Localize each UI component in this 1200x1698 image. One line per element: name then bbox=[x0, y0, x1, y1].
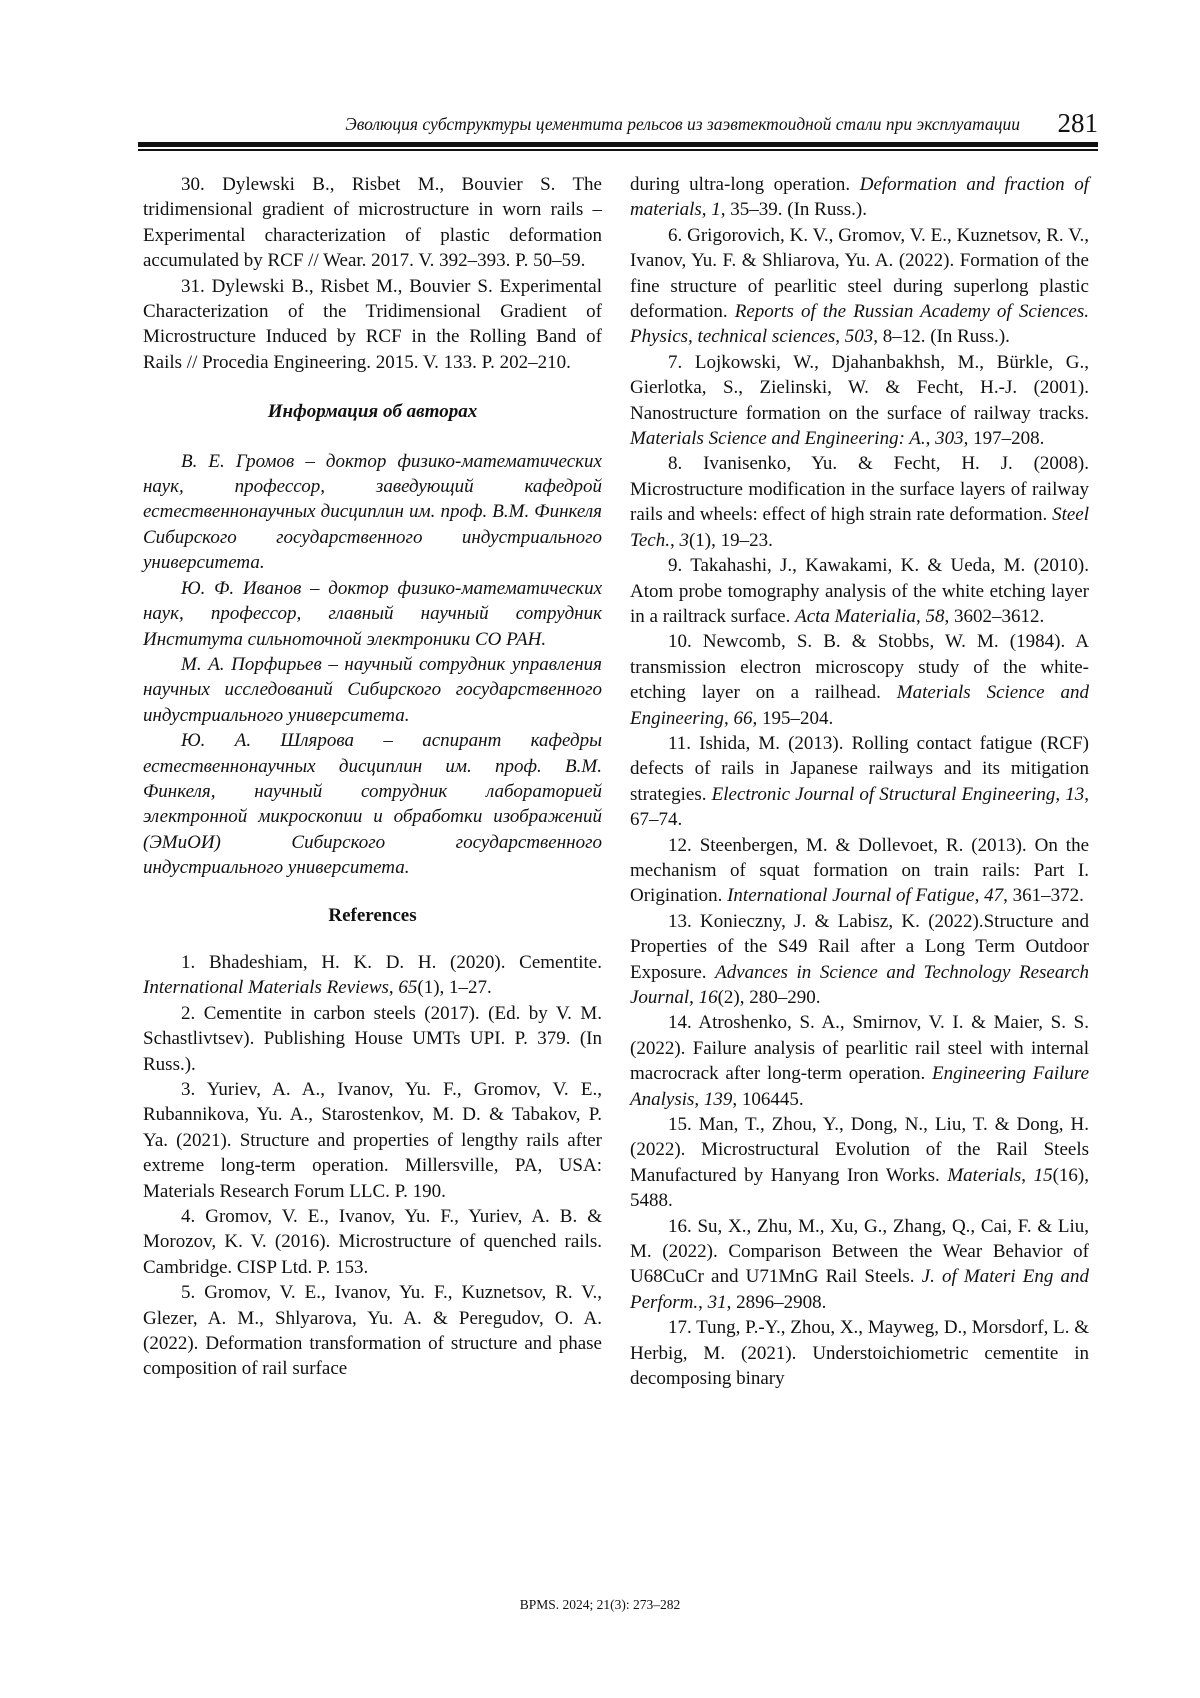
reference-item-continued: during ultra-long operation. Deformation and fraction of materials, 1, 35–39. (In Russ.). bbox=[630, 174, 1089, 221]
references-heading: References bbox=[328, 904, 417, 926]
reference-item: 8. Ivanisenko, Yu. & Fecht, H. J. (2008). Microstructure modification in the surface layers of railway rails and wheels: effect of high strain rate deformation. Steel Tech., 3(1), 19–23. bbox=[630, 453, 1089, 551]
reference-item: 14. Atroshenko, S. A., Smirnov, V. I. & Maier, S. S. (2022). Failure analysis of pearlitic rail steel with internal macrocrack after long-term operation. Engineering Failure Analysis, 139, 106445. bbox=[630, 1012, 1090, 1110]
reference-item: 2. Cementite in carbon steels (2017). (Ed. by V. M. Schastlivtsev). Publishing House UMTs UPI. P. 379. (In Russ.). bbox=[143, 1002, 602, 1075]
running-header bbox=[138, 110, 1098, 146]
reference-item: 10. Newcomb, S. B. & Stobbs, W. M. (1984). A transmission electron microscopy study of the white-etching layer on a railhead. Materials Science and Engineering, 66, 195–204. bbox=[630, 631, 1090, 729]
author-info: Ю. А. Шлярова – аспирант кафедры естественнонаучных дисциплин им. проф. В.М. Финкеля, научный сотрудник лабораторией электронной микроскопии и обработки изображений (ЭМиОИ) Сибирского государственного индустриального университета. bbox=[143, 730, 602, 879]
author-info: М. А. Порфирьев – научный сотрудник управления научных исследований Сибирского государственного индустриального университета. bbox=[143, 653, 602, 726]
reference-item: 4. Gromov, V. E., Ivanov, Yu. F., Yuriev, A. B. & Morozov, K. V. (2016). Microstructure of quenched rails. Cambridge. CISP Ltd. P. 153. bbox=[143, 1206, 602, 1278]
reference-item: 12. Steenbergen, M. & Dollevoet, R. (2013). On the mechanism of squat formation on train rails: Part I. Origination. International Journal of Fatigue, 47, 361–372. bbox=[630, 834, 1089, 907]
reference-item: 5. Gromov, V. E., Ivanov, Yu. F., Kuznetsov, R. V., Glezer, A. M., Shlyarova, Yu. A. & Peregudov, O. A. (2022). Deformation transformation of structure and phase composition of rail surface bbox=[143, 1282, 602, 1380]
page-number: 281 bbox=[1057, 108, 1098, 138]
header-rule-thick bbox=[138, 142, 1098, 147]
reference-item: 30. Dylewski B., Risbet M., Bouvier S. The tridimensional gradient of microstructure in worn rails – Experimental characterization of plastic deformation accumulated by RCF // Wear. 2017. V. 392–393. P. 50–59. bbox=[143, 174, 602, 272]
header-rule-thin bbox=[138, 149, 1098, 151]
reference-item: 3. Yuriev, A. A., Ivanov, Yu. F., Gromov, V. E., Rubannikova, Yu. A., Starostenkov, M. D. & Tabakov, P. Ya. (2021). Structure and properties of lengthy rails after extreme long-term operation. Millersville, PA, USA: Materials Research Forum LLC. P. 190. bbox=[143, 1079, 602, 1202]
page-footer: BPMS. 2024; 21(3): 273–282 bbox=[519, 1597, 681, 1612]
author-info: Ю. Ф. Иванов – доктор физико-математических наук, профессор, главный научный сотрудник Института сильноточной электроники СО РАН. bbox=[143, 577, 602, 650]
authors-heading: Информация об авторах bbox=[267, 401, 478, 423]
reference-item: 1. Bhadeshiam, H. K. D. H. (2020). Cementite. International Materials Reviews, 65(1), 1–27. bbox=[143, 951, 602, 999]
reference-item: 6. Grigorovich, K. V., Gromov, V. E., Kuznetsov, R. V., Ivanov, Yu. F. & Shliarova, Yu. A. (2022). Formation of the fine structure of pearlitic steel during superlong plastic deformation. Reports of the Russian Academy of Sciences. Physics, technical sciences, 503, 8–12. (In Russ.). bbox=[630, 224, 1089, 348]
reference-item: 17. Tung, P.-Y., Zhou, X., Mayweg, D., Morsdorf, L. & Herbig, M. (2021). Understoichiometric cementite in decomposing binary bbox=[630, 1317, 1089, 1390]
reference-item: 7. Lojkowski, W., Djahanbakhsh, M., Bürkle, G., Gierlotka, S., Zielinski, W. & Fecht, H.-J. (2001). Nanostructure formation on the surface of railway tracks. Materials Science and Engineering: A., 303, 197–208. bbox=[630, 351, 1089, 450]
running-title: Эволюция субструктуры цементита рельсов из заэвтектоидной стали при эксплуатации bbox=[345, 114, 1020, 134]
reference-item: 13. Konieczny, J. & Labisz, K. (2022).Structure and Properties of the S49 Rail after a Long Term Outdoor Exposure. Advances in Science and Technology Research Journal, 16(2), 280–290. bbox=[630, 910, 1089, 1008]
right-column bbox=[630, 172, 1089, 1392]
reference-item: 11. Ishida, M. (2013). Rolling contact fatigue (RCF) defects of rails in Japanese railways and its mitigation strategies. Electronic Journal of Structural Engineering, 13, 67–74. bbox=[630, 732, 1090, 831]
reference-item: 15. Man, T., Zhou, Y., Dong, N., Liu, T. & Dong, H. (2022). Microstructural Evolution of the Rail Steels Manufactured by Hanyang Iron Works. Materials, 15(16), 5488. bbox=[630, 1114, 1090, 1212]
reference-item: 16. Su, X., Zhu, M., Xu, G., Zhang, Q., Cai, F. & Liu, M. (2022). Comparison Between the Wear Behavior of U68CuCr and U71MnG Rail Steels. J. of Materi Eng and Perform., 31, 2896–2908. bbox=[630, 1215, 1090, 1313]
reference-item: 31. Dylewski B., Risbet M., Bouvier S. Experimental Characterization of the Tridimensional Gradient of Microstructure Induced by RCF in the Rolling Band of Rails // Procedia Engineering. 2015. V. 133. P. 202–210. bbox=[143, 275, 602, 373]
reference-item: 9. Takahashi, J., Kawakami, K. & Ueda, M. (2010). Atom probe tomography analysis of the white etching layer in a railtrack surface. Acta Materialia, 58, 3602–3612. bbox=[630, 555, 1089, 627]
author-info: В. Е. Громов – доктор физико-математических наук, профессор, заведующий кафедрой естественнонаучных дисциплин им. проф. В.М. Финкеля Сибирского государственного индустриального университета. bbox=[143, 450, 602, 574]
left-column bbox=[143, 172, 602, 1382]
